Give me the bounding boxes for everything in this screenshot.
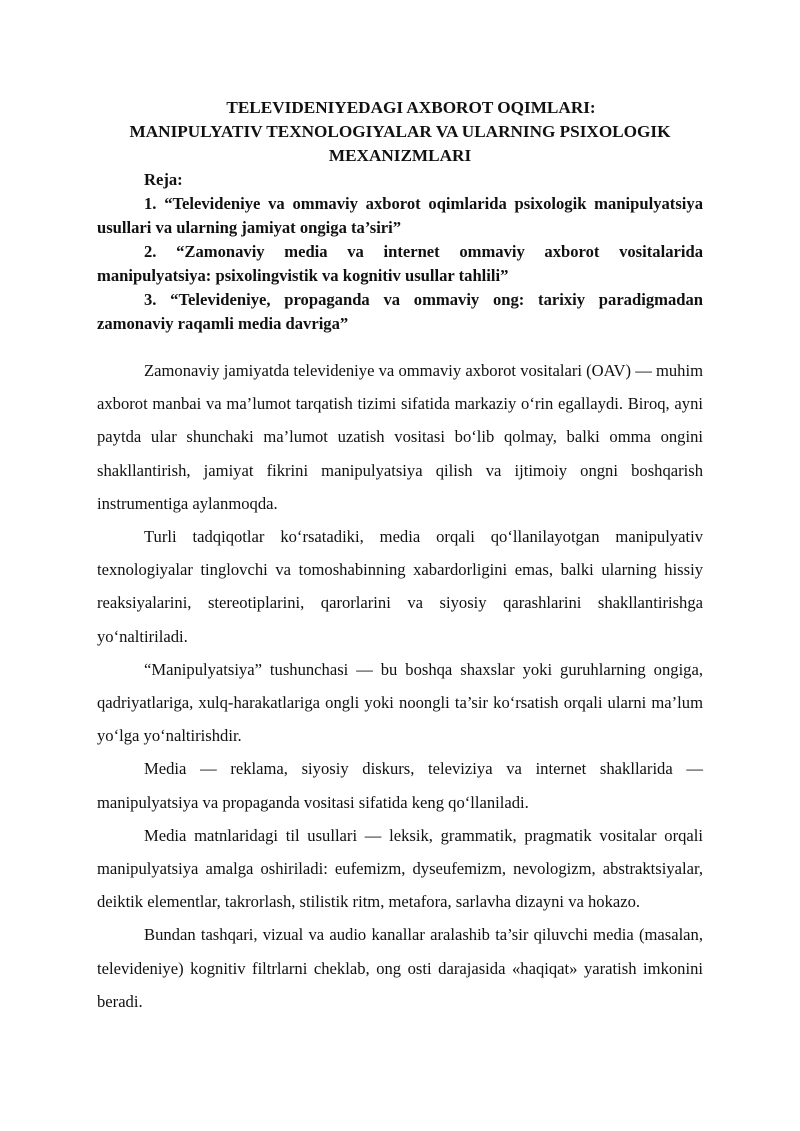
document-body [97,354,703,1018]
plan-item-2: 2. “Zamonaviy media va internet ommaviy axborot vositalarida manipulyatsiya: psixolingvistik va kognitiv usullar tahlili” [97,242,703,285]
plan-item-1: 1. “Televideniye va ommaviy axborot oqimlarida psixologik manipulyatsiya usullari va ularning jamiyat ongiga ta’siri” [97,194,703,237]
document-page [97,96,703,1018]
title-line-2: MANIPULYATIV TEXNOLOGIYALAR VA ULARNING PSIXOLOGIK [129,122,671,141]
document-title [97,96,703,168]
title-line-1: TELEVIDENIYEDAGI AXBOROT OQIMLARI: [226,98,596,117]
body-paragraph-2: Turli tadqiqotlar ko‘rsatadiki, media orqali qo‘llanilayotgan manipulyativ texnologiyalar tinglovchi va tomoshabinning xabardorligini emas, balki ularning hissiy reaksiyalarini, stereotiplarini, qarorlarini va siyosiy qarashlarini shakllantirishga yo‘naltiriladi. [97,527,703,646]
body-paragraph-4: Media — reklama, siyosiy diskurs, televiziya va internet shakllarida — manipulyatsiya va propaganda vositasi sifatida keng qo‘llaniladi. [97,759,703,812]
body-paragraph-3: “Manipulyatsiya” tushunchasi — bu boshqa shaxslar yoki guruhlarning ongiga, qadriyatlariga, xulq-harakatlariga ongli yoki noongli ta’sir ko‘rsatish orqali ularni ma’lum yo‘lga yo‘naltirishdir. [97,659,703,746]
title-line-3: MEXANIZMLARI [328,146,472,165]
body-paragraph-1: Zamonaviy jamiyatda televideniye va ommaviy axborot vositalari (OAV) — muhim axborot manbai va ma’lumot tarqatish tizimi sifatida markaziy o‘rin egallaydi. Biroq, ayni paytda ular shunchaki ma’lumot uzatish vositasi bo‘lib qolmay, balki omma ongini shakllantirish, jamiyat fikrini manipulyatsiya qilish va ijtimoiy ongni boshqarish instrumentiga aylanmoqda. [97,361,703,513]
plan-heading: Reja: [144,170,183,189]
body-paragraph-6: Bundan tashqari, vizual va audio kanallar aralashib ta’sir qiluvchi media (masalan, televideniye) kognitiv filtrlarni cheklab, ong osti darajasida «haqiqat» yaratish imkonini beradi. [97,925,703,1011]
plan-item-3: 3. “Televideniye, propaganda va ommaviy ong: tarixiy paradigmadan zamonaviy raqamli media davriga” [97,290,703,333]
plan-section [97,168,703,336]
body-paragraph-5: Media matnlaridagi til usullari — leksik, grammatik, pragmatik vositalar orqali manipulyatsiya amalga oshiriladi: eufemizm, dyseufemizm, nevologizm, abstraktsiyalar, deiktik elementlar, takrorlash, stilistik ritm, metafora, sarlavha dizayni va hokazo. [97,825,703,912]
